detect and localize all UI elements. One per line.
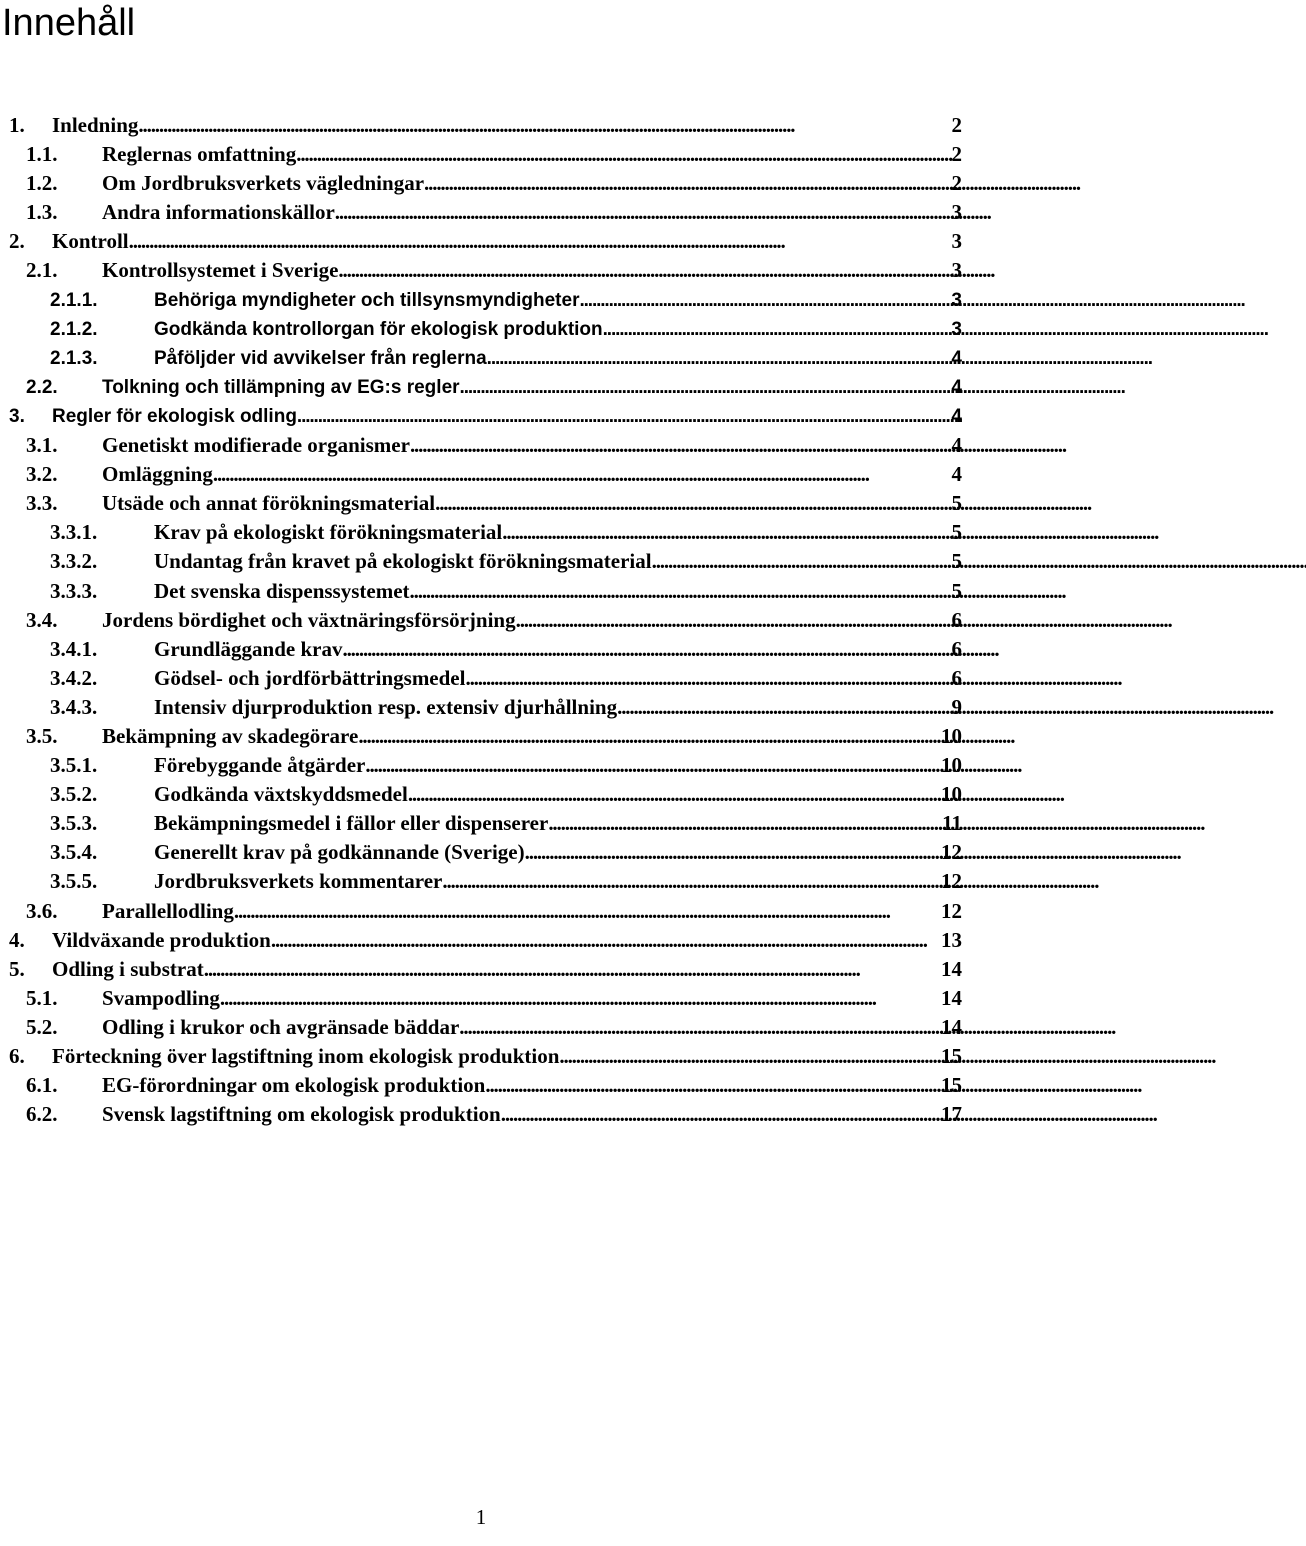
toc-entry-number: 2.2. bbox=[26, 376, 58, 398]
toc-entry-number: 6.2. bbox=[26, 1102, 58, 1127]
page-number: 1 bbox=[475, 1505, 487, 1529]
toc-entry-number: 3.3.3. bbox=[50, 578, 98, 603]
toc-entry-page: 11 bbox=[942, 811, 962, 836]
toc-dot-leader bbox=[548, 809, 940, 838]
toc-entry[interactable] bbox=[0, 809, 962, 838]
toc-entry-number: 6.1. bbox=[26, 1073, 58, 1098]
toc-entry-number: 3.5.2. bbox=[50, 782, 98, 807]
toc-entry-title[interactable]: Generellt krav på godkännande (Sverige) bbox=[154, 840, 525, 865]
toc-entry-number: 3.4.1. bbox=[50, 636, 98, 661]
toc-dot-leader bbox=[579, 286, 949, 315]
toc-entry-title[interactable]: Förteckning över lagstiftning inom ekologisk produktion bbox=[52, 1044, 560, 1068]
toc-entry-page: 17 bbox=[941, 1102, 962, 1127]
toc-entry-page: 4 bbox=[951, 433, 962, 458]
toc-entry-number: 1.1. bbox=[26, 142, 58, 167]
toc-entry-page: 12 bbox=[941, 898, 962, 923]
toc-entry-number: 3.3. bbox=[26, 491, 58, 516]
toc-entry-title[interactable]: Undantag från kravet på ekologiskt förökningsmaterial bbox=[154, 549, 652, 574]
toc-dot-leader bbox=[516, 606, 950, 635]
toc-dot-leader bbox=[213, 460, 950, 489]
toc-entry-title[interactable]: Bekämpningsmedel i fällor eller dispenserer bbox=[154, 811, 549, 836]
toc-entry-title[interactable]: Svensk lagstiftning om ekologisk produktion bbox=[102, 1102, 501, 1127]
page-title: Innehåll bbox=[2, 2, 136, 44]
toc-entry-title[interactable]: Krav på ekologiskt förökningsmaterial bbox=[154, 520, 503, 545]
toc-entry-page: 14 bbox=[941, 985, 962, 1010]
toc-entry-number: 2.1.2. bbox=[50, 318, 98, 340]
toc-entry-page: 3 bbox=[951, 200, 962, 225]
toc-entry[interactable] bbox=[0, 256, 962, 285]
toc-entry-page: 3 bbox=[951, 289, 962, 311]
toc-entry[interactable] bbox=[0, 722, 962, 751]
toc-dot-leader bbox=[459, 1013, 939, 1042]
toc-entry-page: 10 bbox=[941, 723, 962, 748]
toc-entry-number: 1.2. bbox=[26, 171, 58, 196]
toc-entry-page: 10 bbox=[941, 753, 962, 778]
toc-entry-title[interactable]: Behöriga myndigheter och tillsynsmyndigheter bbox=[154, 289, 580, 311]
toc-entry-title[interactable]: Det svenska dispenssystemet bbox=[154, 578, 410, 603]
toc-dot-leader bbox=[465, 664, 949, 693]
toc-entry-title[interactable]: Förebyggande åtgärder bbox=[154, 753, 366, 778]
toc-entry-page: 4 bbox=[951, 376, 962, 398]
toc-entry-number: 3.5.5. bbox=[50, 869, 98, 894]
toc-entry-number: 3.5. bbox=[26, 723, 58, 748]
toc-entry[interactable] bbox=[0, 867, 962, 896]
toc-dot-leader bbox=[338, 256, 949, 285]
toc-entry[interactable] bbox=[0, 227, 962, 256]
toc-entry[interactable] bbox=[0, 518, 962, 547]
toc-entry-page: 6 bbox=[951, 607, 962, 632]
toc-entry-number: 2.1. bbox=[26, 258, 58, 283]
toc-entry[interactable] bbox=[0, 606, 962, 635]
toc-dot-leader bbox=[129, 227, 950, 256]
toc-entry-number: 3.6. bbox=[26, 898, 58, 923]
toc-entry-page: 3 bbox=[951, 258, 962, 283]
toc-entry-number: 3.3.1. bbox=[50, 520, 98, 545]
toc-entry[interactable] bbox=[0, 780, 962, 809]
toc-entry-number: 5.2. bbox=[26, 1014, 58, 1039]
toc-entry-title[interactable]: Godkända kontrollorgan för ekologisk produktion bbox=[154, 318, 603, 340]
toc-entry-title[interactable]: Svampodling bbox=[102, 985, 220, 1010]
toc-dot-leader bbox=[487, 344, 950, 373]
toc-entry-page: 14 bbox=[941, 956, 962, 981]
toc-entry[interactable] bbox=[0, 751, 962, 780]
toc-entry-title[interactable]: Odling i substrat bbox=[52, 956, 204, 981]
toc-entry[interactable] bbox=[0, 955, 962, 984]
toc-entry-title[interactable]: Gödsel- och jordförbättringsmedel bbox=[154, 665, 466, 690]
toc-entry-page: 3 bbox=[951, 229, 962, 254]
toc-entry[interactable] bbox=[0, 140, 962, 169]
toc-dot-leader bbox=[271, 926, 939, 955]
toc-entry-page: 6 bbox=[951, 636, 962, 661]
toc-entry-number: 1. bbox=[9, 113, 25, 137]
toc-entry-number: 3.4.3. bbox=[50, 694, 98, 719]
toc-entry[interactable] bbox=[0, 315, 962, 344]
toc-entry-title[interactable]: Om Jordbruksverkets vägledningar bbox=[102, 171, 425, 196]
toc-entry-title[interactable]: Kontroll bbox=[52, 229, 129, 254]
toc-entry[interactable] bbox=[0, 926, 962, 955]
table-of-contents bbox=[0, 111, 962, 1129]
toc-entry-title[interactable]: Jordens bördighet och växtnäringsförsörjning bbox=[102, 607, 516, 632]
toc-entry[interactable] bbox=[0, 460, 962, 489]
toc-entry-title[interactable]: Genetiskt modifierade organismer bbox=[102, 433, 410, 458]
toc-entry-title[interactable]: Godkända växtskyddsmedel bbox=[154, 782, 408, 807]
toc-dot-leader bbox=[617, 693, 949, 722]
toc-dot-leader bbox=[410, 577, 950, 606]
toc-dot-leader bbox=[297, 402, 950, 431]
toc-entry-number: 2.1.3. bbox=[50, 347, 98, 369]
toc-entry[interactable] bbox=[0, 1013, 962, 1042]
toc-entry-page: 15 bbox=[941, 1073, 962, 1098]
toc-dot-leader bbox=[365, 751, 939, 780]
toc-entry-page: 3 bbox=[951, 318, 962, 340]
toc-entry[interactable] bbox=[0, 489, 962, 518]
toc-entry-title[interactable]: Utsäde och annat förökningsmaterial bbox=[102, 491, 436, 516]
toc-entry[interactable] bbox=[0, 431, 962, 460]
toc-entry[interactable] bbox=[0, 344, 962, 373]
toc-dot-leader bbox=[485, 1071, 939, 1100]
toc-entry[interactable] bbox=[0, 402, 962, 431]
toc-dot-leader bbox=[204, 955, 939, 984]
toc-dot-leader bbox=[296, 140, 949, 169]
toc-dot-leader bbox=[652, 547, 950, 576]
toc-entry-title[interactable]: Vildväxande produktion bbox=[52, 927, 271, 952]
toc-entry[interactable] bbox=[0, 286, 962, 315]
toc-entry[interactable] bbox=[0, 373, 962, 402]
toc-entry-number: 2. bbox=[9, 229, 25, 254]
toc-entry-page: 5 bbox=[951, 520, 962, 545]
toc-entry-page: 5 bbox=[951, 578, 962, 603]
toc-entry-number: 3.4.2. bbox=[50, 665, 98, 690]
toc-entry-number: 6. bbox=[9, 1044, 25, 1068]
toc-entry[interactable] bbox=[0, 198, 962, 227]
toc-entry-number: 3. bbox=[9, 405, 25, 427]
toc-entry-page: 2 bbox=[951, 142, 962, 167]
toc-entry[interactable] bbox=[0, 1100, 962, 1129]
toc-dot-leader bbox=[559, 1042, 939, 1071]
toc-entry-title[interactable]: Bekämpning av skadegörare bbox=[102, 723, 359, 748]
toc-dot-leader bbox=[220, 984, 939, 1013]
toc-entry-number: 3.1. bbox=[26, 433, 58, 458]
toc-entry-page: 12 bbox=[941, 840, 962, 865]
toc-entry[interactable] bbox=[0, 664, 962, 693]
toc-entry-page: 4 bbox=[951, 347, 962, 369]
toc-entry-number: 3.5.1. bbox=[50, 753, 98, 778]
toc-entry-title[interactable]: Inledning bbox=[52, 113, 139, 137]
toc-dot-leader bbox=[501, 1100, 939, 1129]
toc-entry-title[interactable]: Påföljder vid avvikelser från reglerna bbox=[154, 347, 487, 369]
toc-entry-page: 5 bbox=[951, 491, 962, 516]
toc-entry-number: 5. bbox=[9, 956, 25, 981]
toc-entry-title[interactable]: Tolkning och tillämpning av EG:s regler bbox=[102, 376, 460, 398]
toc-entry[interactable] bbox=[0, 693, 962, 722]
toc-entry[interactable] bbox=[0, 984, 962, 1013]
toc-entry-page: 12 bbox=[941, 869, 962, 894]
toc-entry-title[interactable]: Omläggning bbox=[102, 462, 213, 487]
toc-dot-leader bbox=[408, 780, 939, 809]
toc-dot-leader bbox=[603, 315, 950, 344]
toc-entry-title[interactable]: Grundläggande krav bbox=[154, 636, 343, 661]
toc-entry-page: 4 bbox=[951, 462, 962, 487]
toc-entry-title[interactable]: Regler för ekologisk odling bbox=[52, 405, 297, 427]
toc-entry-page: 13 bbox=[941, 927, 962, 952]
toc-entry-title[interactable]: Kontrollsystemet i Sverige bbox=[102, 258, 339, 283]
toc-entry-page: 14 bbox=[941, 1014, 962, 1039]
toc-entry-number: 2.1.1. bbox=[50, 289, 98, 311]
toc-entry-page: 4 bbox=[951, 405, 962, 427]
toc-dot-leader bbox=[435, 489, 949, 518]
toc-dot-leader bbox=[502, 518, 949, 547]
toc-entry-number: 3.5.4. bbox=[50, 840, 98, 865]
toc-entry-title[interactable]: Reglernas omfattning bbox=[102, 142, 297, 167]
toc-dot-leader bbox=[234, 897, 939, 926]
toc-entry-number: 3.3.2. bbox=[50, 549, 98, 574]
toc-dot-leader bbox=[442, 867, 939, 896]
toc-entry-number: 3.2. bbox=[26, 462, 58, 487]
toc-entry-number: 3.5.3. bbox=[50, 811, 98, 836]
toc-entry[interactable] bbox=[0, 635, 962, 664]
toc-entry-page: 5 bbox=[951, 549, 962, 574]
toc-entry[interactable] bbox=[0, 1042, 962, 1071]
toc-entry-title[interactable]: Parallellodling bbox=[102, 898, 234, 923]
toc-entry-title[interactable]: EG-förordningar om ekologisk produktion bbox=[102, 1073, 486, 1098]
toc-entry-page: 2 bbox=[951, 113, 962, 137]
toc-entry-page: 15 bbox=[941, 1044, 962, 1068]
toc-dot-leader bbox=[525, 838, 939, 867]
toc-entry-number: 3.4. bbox=[26, 607, 58, 632]
toc-entry-number: 4. bbox=[9, 927, 25, 952]
toc-entry-title[interactable]: Jordbruksverkets kommentarer bbox=[154, 869, 443, 894]
toc-entry-number: 1.3. bbox=[26, 200, 58, 225]
toc-entry-page: 10 bbox=[941, 782, 962, 807]
toc-entry-page: 6 bbox=[951, 665, 962, 690]
toc-entry[interactable] bbox=[0, 1071, 962, 1100]
toc-entry[interactable] bbox=[0, 169, 962, 198]
toc-dot-leader bbox=[342, 635, 949, 664]
toc-entry-number: 5.1. bbox=[26, 985, 58, 1010]
toc-entry[interactable] bbox=[0, 577, 962, 606]
toc-entry-page: 9 bbox=[951, 694, 962, 719]
toc-entry-title[interactable]: Intensiv djurproduktion resp. extensiv djurhållning bbox=[154, 694, 618, 719]
toc-entry[interactable] bbox=[0, 838, 962, 867]
toc-entry-title[interactable]: Odling i krukor och avgränsade bäddar bbox=[102, 1014, 460, 1039]
toc-dot-leader bbox=[410, 431, 950, 460]
toc-dot-leader bbox=[424, 169, 949, 198]
toc-dot-leader bbox=[460, 373, 950, 402]
toc-entry[interactable] bbox=[0, 111, 962, 140]
toc-entry-title[interactable]: Andra informationskällor bbox=[102, 200, 335, 225]
toc-dot-leader bbox=[358, 722, 939, 751]
toc-dot-leader bbox=[138, 111, 949, 140]
toc-entry[interactable] bbox=[0, 897, 962, 926]
toc-entry-page: 2 bbox=[951, 171, 962, 196]
toc-dot-leader bbox=[335, 198, 950, 227]
toc-entry[interactable] bbox=[0, 547, 962, 576]
